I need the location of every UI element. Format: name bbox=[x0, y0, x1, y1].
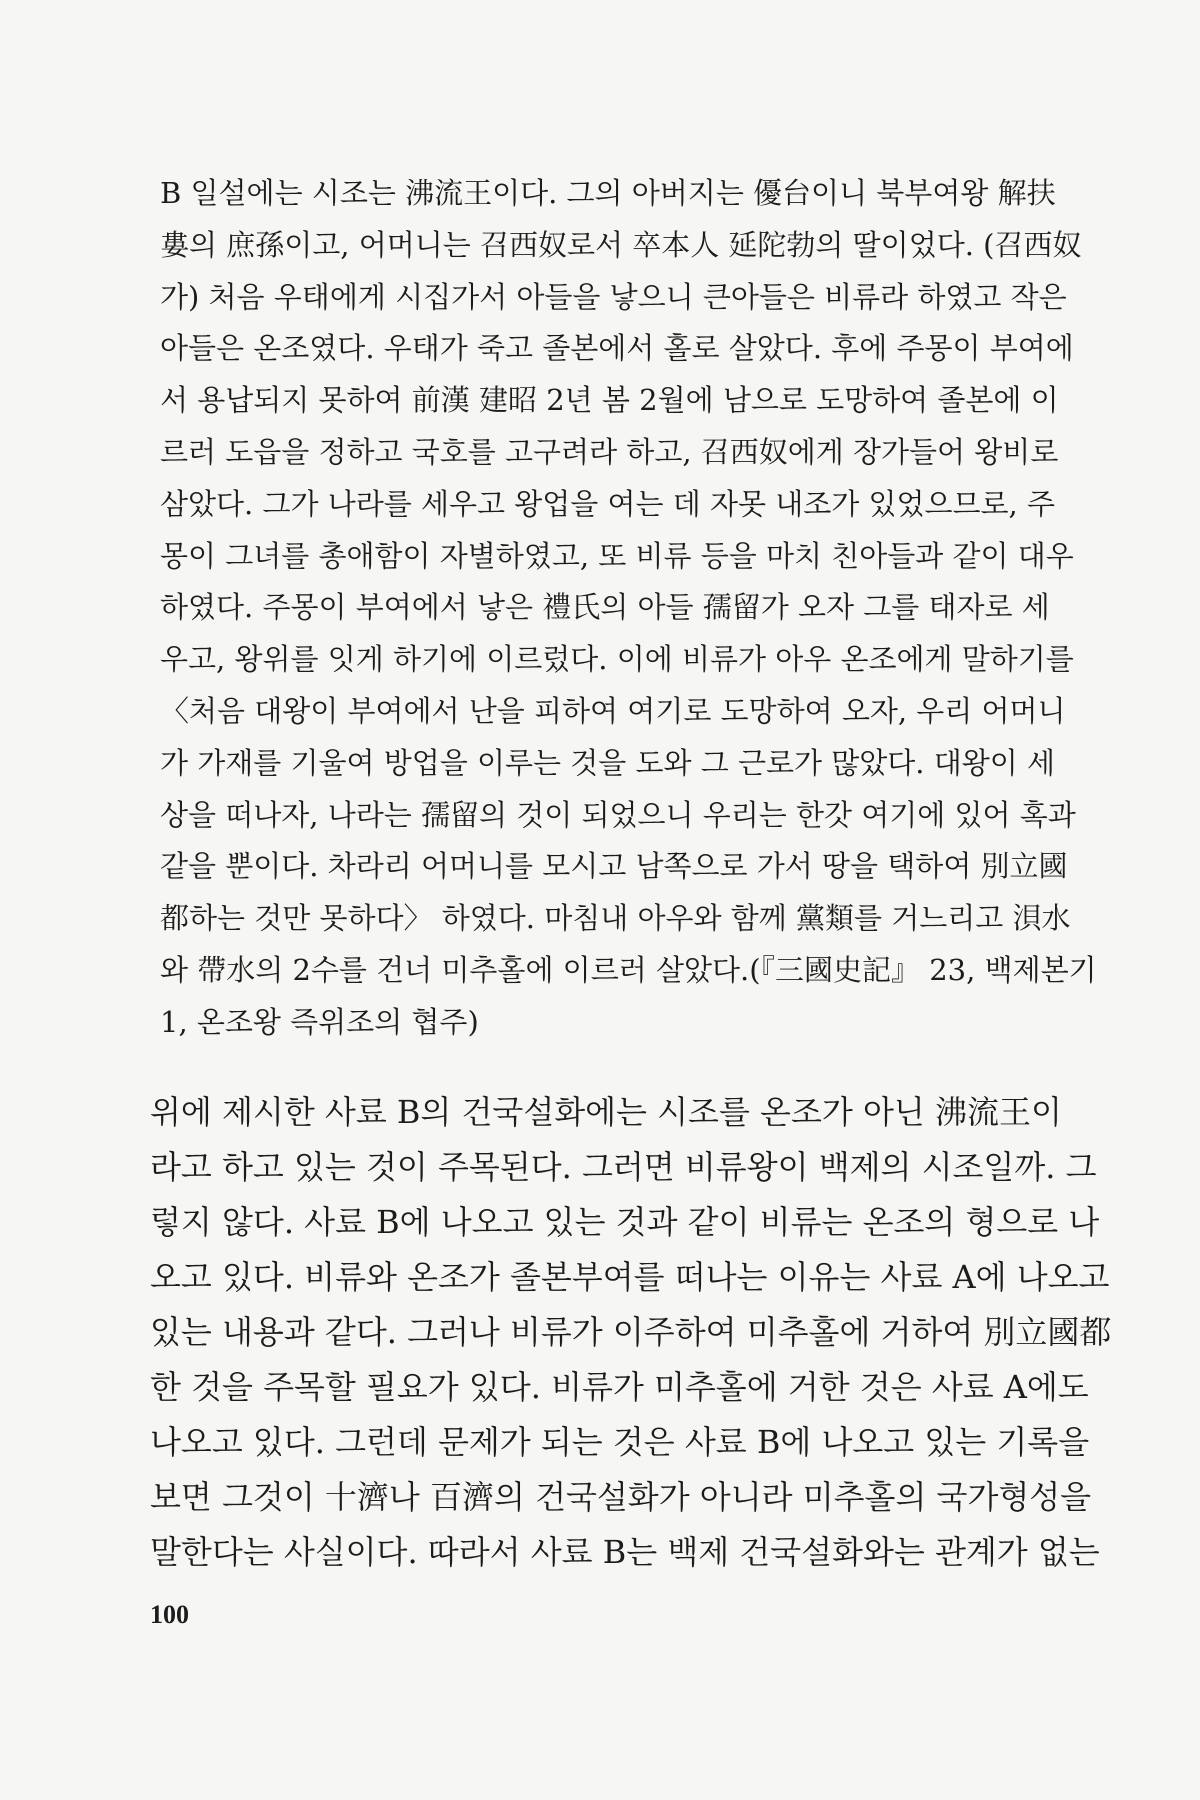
body-line: 나오고 있다. 그런데 문제가 되는 것은 사료 B에 나오고 있는 기록을 bbox=[150, 1423, 1090, 1461]
quote-line: 삼았다. 그가 나라를 세우고 왕업을 여는 데 자못 내조가 있었으므로, 주 bbox=[160, 486, 1056, 521]
quote-line: 婁의 庶孫이고, 어머니는 召西奴로서 卒本人 延陀勃의 딸이었다. (召西奴 bbox=[160, 227, 1082, 262]
body-line: 위에 제시한 사료 B의 건국설화에는 시조를 온조가 아닌 沸流王이 bbox=[150, 1093, 1062, 1131]
body-line: 보면 그것이 十濟나 百濟의 건국설화가 아니라 미추홀의 국가형성을 bbox=[150, 1478, 1092, 1516]
body-line: 렇지 않다. 사료 B에 나오고 있는 것과 같이 비류는 온조의 형으로 나 bbox=[150, 1203, 1100, 1241]
quote-line: 1, 온조왕 즉위조의 협주) bbox=[160, 1004, 479, 1039]
quote-line: 몽이 그녀를 총애함이 자별하였고, 또 비류 등을 마치 친아들과 같이 대우 bbox=[160, 538, 1074, 573]
body-line: 한 것을 주목할 필요가 있다. 비류가 미추홀에 거한 것은 사료 A에도 bbox=[150, 1368, 1089, 1406]
page-number: 100 bbox=[150, 1600, 189, 1629]
body-line: 있는 내용과 같다. 그러나 비류가 이주하여 미추홀에 거하여 別立國都 bbox=[150, 1313, 1112, 1351]
body-paragraph bbox=[150, 1085, 1112, 1580]
quote-line: 같을 뿐이다. 차라리 어머니를 모시고 남쪽으로 가서 땅을 택하여 別立國 bbox=[160, 849, 1068, 884]
quote-line: 서 용납되지 못하여 前漢 建昭 2년 봄 2월에 남으로 도망하여 졸본에 이 bbox=[160, 383, 1059, 418]
quote-line: 와 帶水의 2수를 건너 미추홀에 이르러 살았다.(『三國史記』 23, 백제본기 bbox=[160, 952, 1097, 987]
quote-line: 가 가재를 기울여 방업을 이루는 것을 도와 그 근로가 많았다. 대왕이 세 bbox=[160, 745, 1056, 780]
quote-line: 하였다. 주몽이 부여에서 낳은 禮氏의 아들 孺留가 오자 그를 태자로 세 bbox=[160, 590, 1050, 625]
quoted-source-passage bbox=[160, 168, 1097, 1049]
quote-line: 가) 처음 우태에게 시집가서 아들을 낳으니 큰아들은 비류라 하였고 작은 bbox=[160, 279, 1067, 314]
quote-line: 우고, 왕위를 잇게 하기에 이르렀다. 이에 비류가 아우 온조에게 말하기를 bbox=[160, 642, 1074, 677]
body-line: 말한다는 사실이다. 따라서 사료 B는 백제 건국설화와는 관계가 없는 bbox=[150, 1533, 1100, 1571]
quote-line: B 일설에는 시조는 沸流王이다. 그의 아버지는 優台이니 북부여왕 解扶 bbox=[160, 176, 1056, 210]
quote-line: 상을 떠나자, 나라는 孺留의 것이 되었으니 우리는 한갓 여기에 있어 혹과 bbox=[160, 797, 1076, 832]
body-line: 오고 있다. 비류와 온조가 졸본부여를 떠나는 이유는 사료 A에 나오고 bbox=[150, 1258, 1110, 1296]
body-line: 라고 하고 있는 것이 주목된다. 그러면 비류왕이 백제의 시조일까. 그 bbox=[150, 1148, 1097, 1186]
quote-line: 르러 도읍을 정하고 국호를 고구려라 하고, 召西奴에게 장가들어 왕비로 bbox=[160, 434, 1059, 469]
quote-line: 都하는 것만 못하다〉 하였다. 마침내 아우와 함께 黨類를 거느리고 浿水 bbox=[160, 901, 1071, 936]
quote-line: 〈처음 대왕이 부여에서 난을 피하여 여기로 도망하여 오자, 우리 어머니 bbox=[160, 693, 1066, 728]
quote-line: 아들은 온조였다. 우태가 죽고 졸본에서 홀로 살았다. 후에 주몽이 부여에 bbox=[160, 331, 1074, 366]
